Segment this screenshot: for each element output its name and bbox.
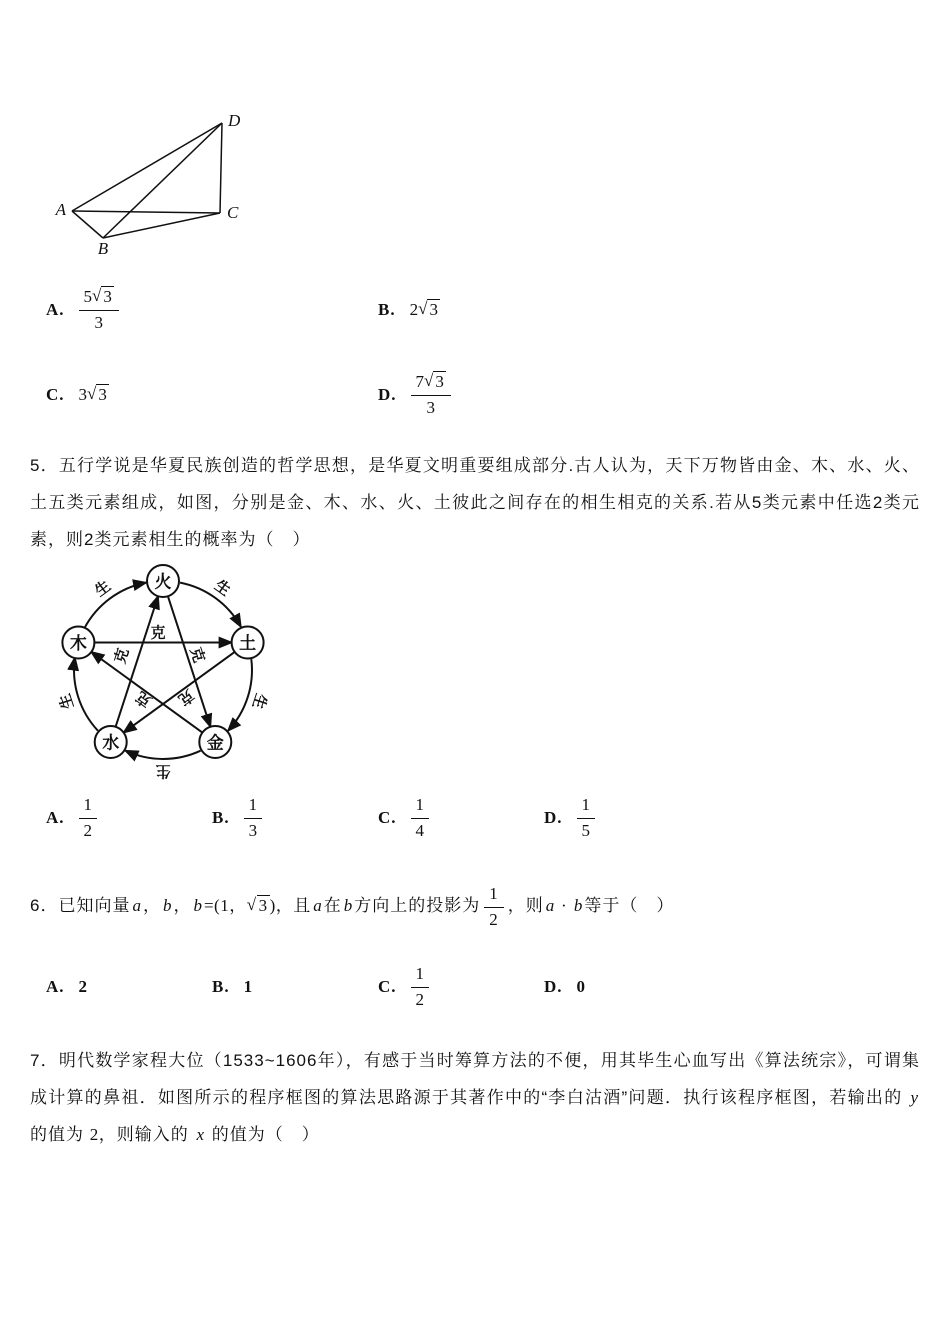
option-letter: A.	[46, 300, 65, 320]
q4-option-a	[46, 287, 378, 333]
text-segment: b	[162, 896, 172, 916]
q5-options	[46, 795, 595, 841]
sheng-label: 生	[56, 691, 78, 711]
ke-label: 克	[186, 645, 208, 665]
text-segment: ·	[556, 896, 572, 916]
q6-option-d	[544, 977, 585, 997]
text-segment: 的值为	[30, 1125, 90, 1144]
text-segment: b	[573, 896, 583, 916]
sheng-label: 生	[248, 691, 270, 711]
text-segment: 等于（ ）	[584, 896, 675, 916]
option-value: 1	[243, 977, 253, 997]
q5-option-a	[46, 795, 212, 841]
option-value-fraction: $\frac{1}{2}$	[79, 795, 98, 841]
text-segment: ，则	[507, 896, 544, 916]
option-value	[79, 385, 109, 405]
node-earth	[232, 627, 264, 659]
text-segment: 2	[89, 1125, 99, 1144]
text-segment: ，	[173, 896, 192, 916]
sheng-label: 生	[155, 762, 171, 780]
option-value-fraction: $\frac{1}{2}$	[411, 964, 430, 1010]
node-fire	[147, 565, 179, 597]
sqrt-symbol: √	[418, 299, 428, 319]
q5-wuxing-diagram	[45, 560, 295, 782]
text-segment: 6．已知向量	[30, 896, 131, 916]
edge-AB	[72, 211, 103, 238]
node-label-wood: 木	[69, 634, 87, 653]
text-segment: 且	[293, 896, 312, 916]
q6-option-b	[212, 977, 378, 997]
text-segment: 的值为（ ）	[206, 1125, 320, 1144]
line-fire-overcomes-metal	[168, 596, 211, 727]
q5-option-d	[544, 795, 595, 841]
q5-option-b	[212, 795, 378, 841]
option-letter: B.	[212, 808, 230, 828]
text-segment: x	[196, 1125, 205, 1144]
text-segment: 在	[323, 896, 342, 916]
coefficient: 5	[83, 287, 93, 306]
node-water	[95, 726, 127, 758]
sqrt-expression: √ 3	[246, 895, 268, 916]
question-5-text: 5．五行学说是华夏民族创造的哲学思想，是华夏文明重要组成部分.古人认为，天下万物皆由金、木、水、火、土五类元素组成，如图，分别是金、木、水、火、土彼此之间存在的相生相克的关系.若从5类元素中任选2类元素，则2类元素相生的概率为（ ）	[30, 456, 920, 549]
option-letter: C.	[378, 977, 397, 997]
edge-BD	[103, 123, 222, 238]
text-segment: a	[132, 896, 141, 916]
ke-label: 克	[150, 624, 166, 642]
radicand: 3	[429, 300, 438, 320]
text-segment: b	[193, 896, 202, 916]
option-value: 2	[78, 977, 88, 997]
ke-label: 克	[111, 646, 133, 666]
sheng-label: 生	[91, 577, 114, 601]
text-segment: =(1，	[203, 896, 247, 916]
q4-options-row1	[46, 287, 440, 333]
text-segment: b	[343, 896, 353, 916]
edge-CD	[220, 123, 222, 213]
sqrt-symbol: √	[424, 371, 434, 390]
text-segment: a	[313, 896, 322, 916]
text-segment: 方向上的投影为	[354, 896, 481, 916]
text-segment: a	[545, 896, 555, 916]
denominator: 3	[426, 397, 435, 417]
node-metal	[199, 726, 231, 758]
option-letter: D.	[378, 385, 397, 405]
ke-label: 克	[132, 687, 156, 711]
option-letter: C.	[378, 808, 397, 828]
q5-option-c	[378, 795, 544, 841]
edge-AD	[72, 123, 222, 211]
sqrt-symbol: √	[87, 384, 97, 404]
option-value-fraction: $\frac{1}{5}$	[577, 795, 596, 841]
ke-label: 克	[174, 685, 198, 709]
arc-metal-to-water	[125, 751, 200, 759]
q4-option-c	[46, 385, 378, 405]
text-segment: y	[910, 1088, 918, 1107]
question-7-text	[30, 1042, 920, 1153]
inline-fraction: $\frac{1}{2}$	[484, 884, 504, 930]
text-segment: ，则输入的	[98, 1125, 195, 1144]
option-value-fraction: $\frac{1}{3}$	[244, 795, 263, 841]
q4-tetrahedron-figure	[40, 96, 270, 256]
q4-option-b	[378, 300, 440, 320]
denominator: 3	[94, 312, 103, 332]
q6-options	[46, 964, 585, 1010]
text-segment: 7．明代数学家程大位（1533~1606年），有感于当时筹算方法的不便，用其毕生心血写出《算法统宗》，可谓集成计算的鼻祖．如图所示的程序框图的算法思路源于其著作中的“李白沽酒”问题．执行该程序框图，若输出的	[30, 1051, 920, 1107]
node-label-fire: 火	[154, 572, 172, 592]
option-letter: A.	[46, 977, 65, 997]
option-letter: A.	[46, 808, 65, 828]
vertex-label-b: B	[97, 239, 109, 256]
arc-fire-to-earth	[180, 583, 241, 627]
node-label-earth: 土	[239, 634, 257, 653]
node-wood	[62, 627, 94, 659]
option-letter: B.	[212, 977, 230, 997]
q6-option-c	[378, 964, 544, 1010]
edge-BC	[103, 213, 220, 238]
edge-AC	[72, 211, 220, 213]
option-letter: C.	[46, 385, 65, 405]
vertex-label-c: C	[227, 203, 239, 222]
arc-water-to-wood	[74, 658, 98, 731]
radicand: 3	[103, 287, 112, 306]
node-label-metal: 金	[206, 733, 224, 753]
node-label-water: 水	[102, 733, 120, 753]
coefficient: 2	[409, 300, 419, 320]
text-segment: ，	[142, 896, 161, 916]
coefficient: 3	[78, 385, 88, 405]
vertex-label-d: D	[228, 111, 241, 130]
option-value-fraction	[79, 287, 119, 333]
option-value-fraction	[411, 372, 451, 418]
option-value	[410, 300, 440, 320]
question-6-text	[30, 884, 920, 930]
vertex-label-a: A	[55, 200, 66, 219]
radicand: 3	[435, 372, 444, 391]
option-letter: B.	[378, 300, 396, 320]
radicand: 3	[98, 385, 107, 405]
coefficient: 7	[415, 372, 425, 391]
q4-options-row2	[46, 372, 451, 418]
option-value-fraction: $\frac{1}{4}$	[411, 795, 430, 841]
option-letter: D.	[544, 977, 563, 997]
option-value: 0	[576, 977, 586, 997]
option-letter: D.	[544, 808, 563, 828]
q4-option-d	[378, 372, 451, 418]
sqrt-symbol: √	[92, 286, 102, 305]
sheng-label: 生	[211, 577, 234, 600]
arc-earth-to-metal	[228, 659, 252, 731]
q6-option-a	[46, 977, 212, 997]
text-segment: )，	[269, 896, 294, 916]
